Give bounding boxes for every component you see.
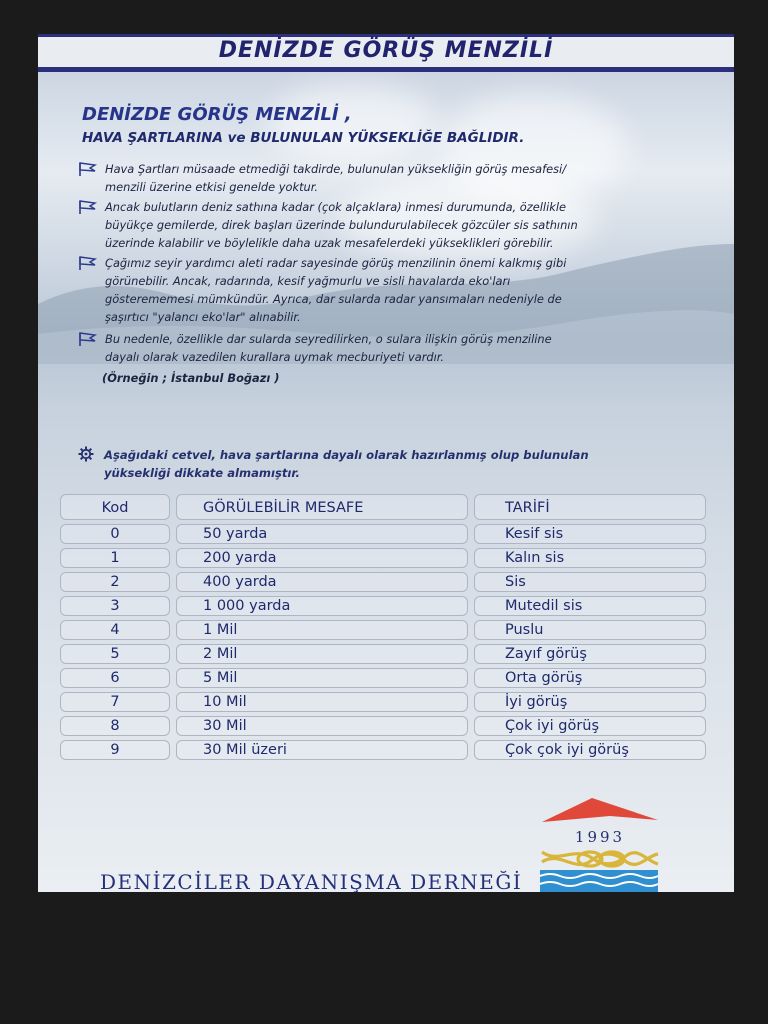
table-cell-code: 6	[60, 668, 170, 688]
bullet-line: dayalı olarak vazedilen kurallara uymak mecburiyeti vardır.	[105, 350, 445, 364]
bullet-line: şaşırtıcı "yalancı eko'lar" alınabilir.	[105, 310, 301, 324]
gear-icon	[78, 446, 94, 462]
logo-year: 1993	[574, 828, 626, 846]
roof-knot-wave-icon	[540, 794, 660, 892]
header-band	[38, 34, 734, 72]
intro-subheadline: HAVA ŞARTLARINA ve BULUNULAN YÜKSEKLİĞE BAĞLIDIR.	[82, 130, 525, 146]
table-cell-distance: 1 000 yarda	[176, 596, 468, 616]
bullet-line: gösterememesi mümkündür. Ayrıca, dar sularda radar yansımaları nedeniyle de	[105, 292, 562, 306]
table-cell-code: 8	[60, 716, 170, 736]
flag-icon	[78, 256, 98, 270]
bullet-line: Hava Şartları müsaade etmediği takdirde, bulunulan yüksekliğin görüş mesafesi/	[105, 162, 567, 176]
table-cell-code: 4	[60, 620, 170, 640]
table-cell-distance: 30 Mil	[176, 716, 468, 736]
bullet-line: görünebilir. Ancak, radarında, kesif yağmurlu ve sisli havalarda eko'ları	[105, 274, 511, 288]
example-note: (Örneğin ; İstanbul Boğazı )	[102, 371, 280, 385]
bullet-line: Çağımız seyir yardımcı aleti radar sayesinde görüş menzilinin önemi kalkmış gibi	[105, 256, 567, 270]
table-header-distance: GÖRÜLEBİLİR MESAFE	[176, 494, 468, 520]
table-cell-description: Mutedil sis	[474, 596, 706, 616]
table-cell-code: 5	[60, 644, 170, 664]
organization-name: DENİZCİLER DAYANIŞMA DERNEĞİ	[100, 870, 523, 892]
table-cell-distance: 30 Mil üzeri	[176, 740, 468, 760]
table-note	[78, 446, 678, 482]
page-title: DENİZDE GÖRÜŞ MENZİLİ	[218, 38, 554, 63]
table-cell-description: Puslu	[474, 620, 706, 640]
table-cell-code: 0	[60, 524, 170, 544]
document-page	[38, 34, 734, 892]
table-cell-description: Kesif sis	[474, 524, 706, 544]
bullet-item	[78, 330, 638, 366]
bullet-line: Bu nedenle, özellikle dar sularda seyredilirken, o sulara ilişkin görüş menziline	[105, 332, 552, 346]
association-logo	[540, 794, 660, 892]
table-cell-description: Orta görüş	[474, 668, 706, 688]
bullet-line: büyükçe gemilerde, direk başları üzerinde bulundurulabilecek gözcüler sis sathının	[105, 218, 578, 232]
table-cell-code: 1	[60, 548, 170, 568]
table-note-line: yüksekliği dikkate almamıştır.	[104, 466, 300, 480]
table-cell-description: Zayıf görüş	[474, 644, 706, 664]
table-cell-distance: 5 Mil	[176, 668, 468, 688]
flag-icon	[78, 162, 98, 176]
table-cell-description: Çok iyi görüş	[474, 716, 706, 736]
bullet-item	[78, 198, 638, 252]
bullet-line: menzili üzerine etkisi genelde yoktur.	[105, 180, 319, 194]
bullet-item	[78, 160, 638, 196]
flag-icon	[78, 200, 98, 214]
bullet-line: Ancak bulutların deniz sathına kadar (çok alçaklara) inmesi durumunda, özellikle	[105, 200, 567, 214]
table-cell-code: 7	[60, 692, 170, 712]
table-header-description: TARİFİ	[474, 494, 706, 520]
table-cell-description: Sis	[474, 572, 706, 592]
table-cell-distance: 400 yarda	[176, 572, 468, 592]
table-cell-code: 3	[60, 596, 170, 616]
table-note-line: Aşağıdaki cetvel, hava şartlarına dayalı olarak hazırlanmış olup bulunulan	[104, 448, 589, 462]
table-cell-description: Kalın sis	[474, 548, 706, 568]
flag-icon	[78, 332, 98, 346]
table-cell-distance: 2 Mil	[176, 644, 468, 664]
table-cell-distance: 50 yarda	[176, 524, 468, 544]
table-cell-code: 2	[60, 572, 170, 592]
intro-headline: DENİZDE GÖRÜŞ MENZİLİ ,	[82, 104, 352, 125]
table-cell-distance: 10 Mil	[176, 692, 468, 712]
table-header-code: Kod	[60, 494, 170, 520]
table-cell-description: İyi görüş	[474, 692, 706, 712]
bullet-line: üzerinde kalabilir ve böylelikle daha uzak mesafelerdeki yükseklikleri görebilir.	[105, 236, 554, 250]
table-cell-code: 9	[60, 740, 170, 760]
table-cell-distance: 200 yarda	[176, 548, 468, 568]
table-cell-distance: 1 Mil	[176, 620, 468, 640]
bullet-item	[78, 254, 638, 326]
table-cell-description: Çok çok iyi görüş	[474, 740, 706, 760]
